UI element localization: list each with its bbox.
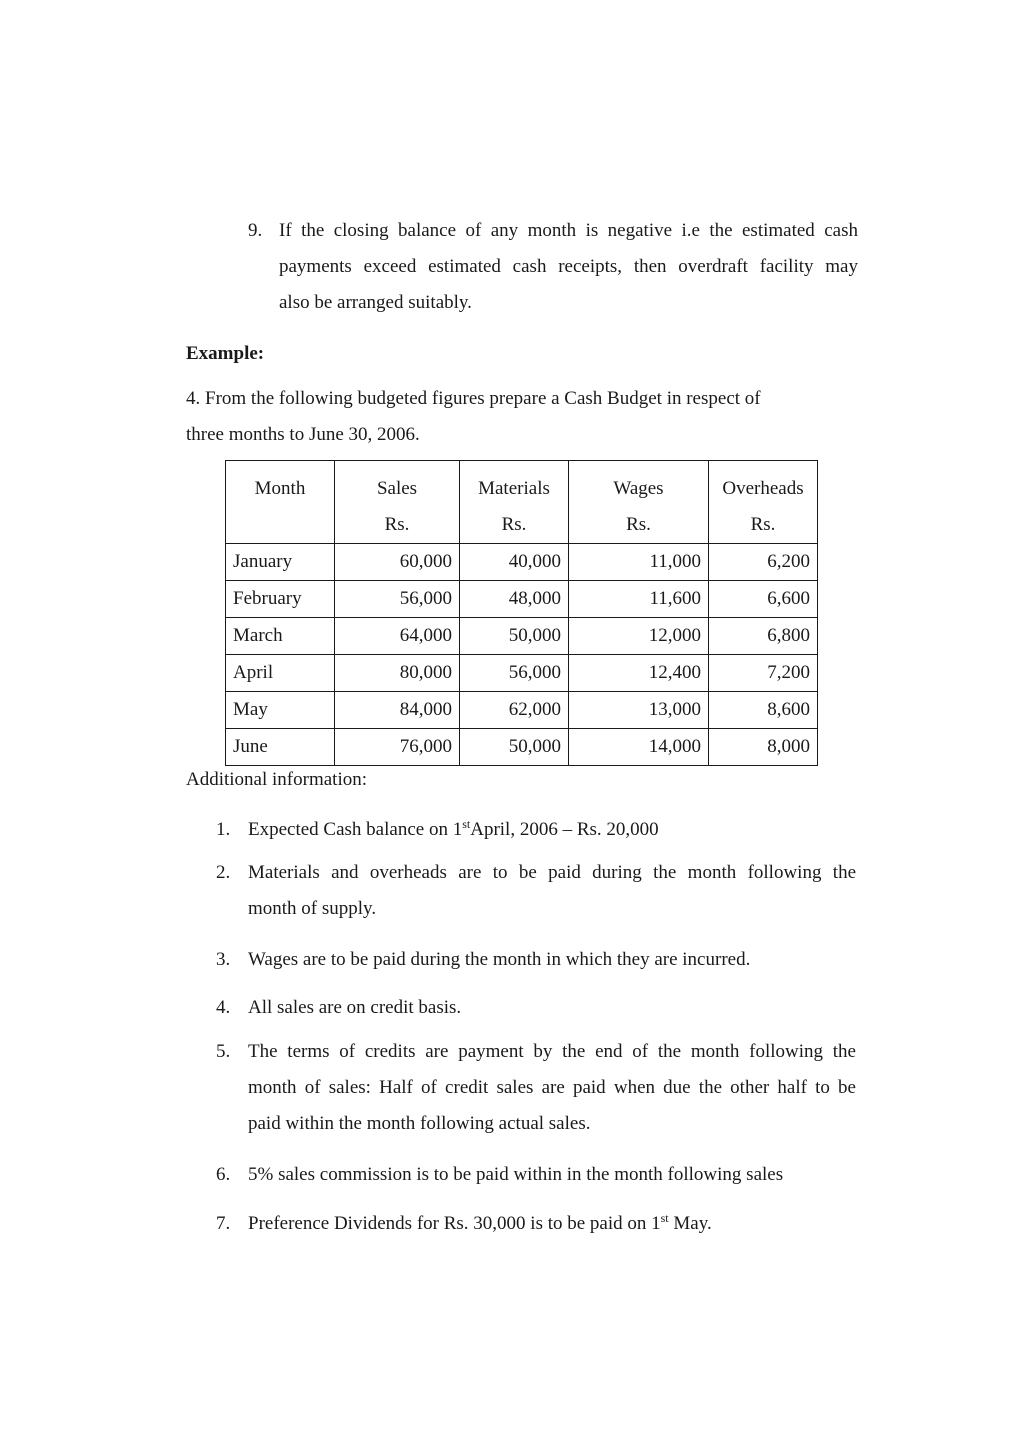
cell-materials: 50,000 [460,618,569,655]
info-7-pre: Preference Dividends for Rs. 30,000 is to be paid on 1 [248,1213,661,1234]
header-wages [569,461,709,544]
info-7-sup: st [660,1211,669,1225]
list-item [186,942,856,978]
table-row [226,655,818,692]
cell-month: June [226,729,335,766]
list-item-number: 7. [216,1213,231,1234]
list-item-9-text1: If the closing balance of any month is negative i.e the estimated cash [279,220,858,241]
cell-month: January [226,544,335,581]
info-5-line2: month of sales: Half of credit sales are paid when due the other half to be [248,1077,856,1098]
cell-wages: 14,000 [569,729,709,766]
list-item-text [248,1034,856,1142]
list-item [186,990,856,1026]
cell-materials: 40,000 [460,544,569,581]
problem-line1: 4. From the following budgeted figures prepare a Cash Budget in respect of [186,388,761,409]
list-item-number: 6. [216,1164,231,1185]
table-row [226,581,818,618]
header-materials-unit: Rs. [501,514,527,535]
cell-overheads: 7,200 [709,655,818,692]
list-item-9 [248,213,858,321]
header-sales-unit: Rs. [384,514,410,535]
header-month-label: Month [254,478,306,499]
list-item-9-line3: also be arranged suitably. [279,292,472,313]
cell-month: March [226,618,335,655]
budget-table [225,460,818,766]
info-2-line2: month of supply. [248,898,377,919]
info-5-line3: paid within the month following actual sales. [248,1113,591,1134]
cell-sales: 76,000 [335,729,460,766]
list-item-text: Wages are to be paid during the month in which they are incurred. [248,949,751,970]
cell-wages: 12,000 [569,618,709,655]
cell-wages: 13,000 [569,692,709,729]
cell-sales: 80,000 [335,655,460,692]
info-7-post: May. [668,1213,712,1234]
list-item [186,1034,856,1142]
header-wages-unit: Rs. [626,514,651,535]
header-materials [460,461,569,544]
cell-wages: 12,400 [569,655,709,692]
cell-sales: 60,000 [335,544,460,581]
header-sales [335,461,460,544]
cell-overheads: 8,600 [709,692,818,729]
table-row [226,618,818,655]
list-item-number: 3. [216,949,231,970]
header-overheads [709,461,818,544]
cell-materials: 62,000 [460,692,569,729]
list-item-text [248,812,856,848]
list-item-number: 5. [216,1041,231,1062]
list-item [186,1157,856,1193]
list-item [186,855,856,927]
cell-month: February [226,581,335,618]
list-item [186,1206,856,1242]
cell-overheads: 8,000 [709,729,818,766]
table-header-row [226,461,818,544]
cell-wages: 11,600 [569,581,709,618]
problem-statement [186,381,826,453]
header-wages-label: Wages [613,478,664,499]
cell-overheads: 6,200 [709,544,818,581]
list-item-number: 1. [216,819,231,840]
list-item-9-line1 [248,213,858,249]
list-item [186,812,856,848]
list-item-9-number: 9. [248,220,263,241]
list-item-number: 2. [216,862,231,883]
info-5-line1: The terms of credits are payment by the end of the month following the [248,1041,856,1062]
list-item-number: 4. [216,997,231,1018]
cell-month: May [226,692,335,729]
header-materials-label: Materials [478,478,550,499]
header-overheads-label: Overheads [722,478,804,499]
table-row [226,692,818,729]
cell-sales: 84,000 [335,692,460,729]
cell-materials: 56,000 [460,655,569,692]
cell-sales: 64,000 [335,618,460,655]
info-1-sup: st [462,817,471,831]
cell-month: April [226,655,335,692]
header-overheads-unit: Rs. [750,514,776,535]
cell-materials: 48,000 [460,581,569,618]
example-heading: Example: [186,343,265,364]
list-item-text [248,855,856,927]
info-1-post: April, 2006 – Rs. 20,000 [470,819,659,840]
info-1-pre: Expected Cash balance on 1 [248,819,463,840]
problem-line2: three months to June 30, 2006. [186,424,420,445]
header-sales-label: Sales [376,478,418,499]
header-month [226,461,335,544]
list-item-9-line2: payments exceed estimated cash receipts, then overdraft facility may [279,256,858,277]
info-2-line1: Materials and overheads are to be paid during the month following the [248,862,856,883]
cell-sales: 56,000 [335,581,460,618]
cell-wages: 11,000 [569,544,709,581]
list-item-text: All sales are on credit basis. [248,997,462,1018]
cell-materials: 50,000 [460,729,569,766]
list-item-text: 5% sales commission is to be paid within in the month following sales [248,1164,784,1185]
table-row [226,544,818,581]
cell-overheads: 6,600 [709,581,818,618]
table-row [226,729,818,766]
additional-info-heading: Additional information: [186,769,368,790]
list-item-text [248,1206,856,1242]
cell-overheads: 6,800 [709,618,818,655]
